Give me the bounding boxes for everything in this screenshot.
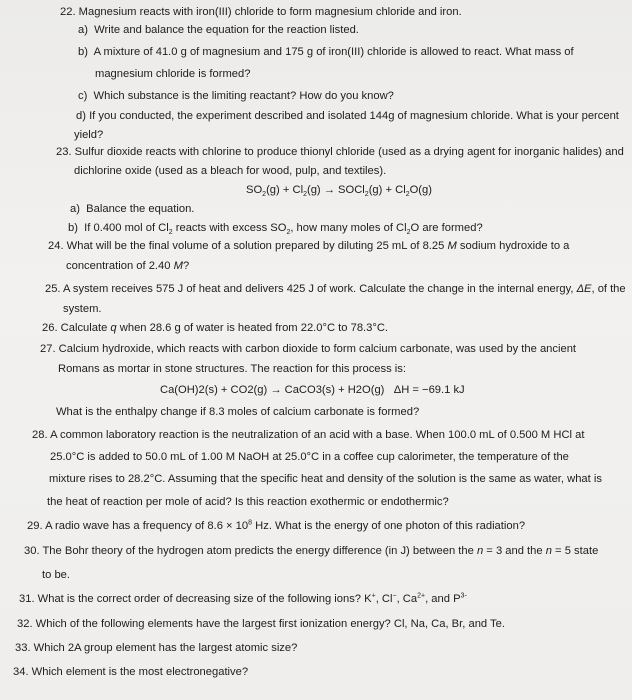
q26: 26. Calculate q when 28.6 g of water is heated from 22.0°C to 78.3°C. — [42, 322, 389, 334]
q28-line4: the heat of reaction per mole of acid? Is this reaction exothermic or endothermic? — [47, 496, 449, 508]
q34: 34. Which element is the most electronegative? — [13, 666, 249, 678]
q22-stem: 22. Magnesium reacts with iron(III) chloride to form magnesium chloride and iron. — [60, 6, 462, 18]
q25-line1: 25. A system receives 575 J of heat and delivers 425 J of work. Calculate the change in the internal energy, ΔE, of the — [45, 283, 626, 295]
q23-equation: $SO_2(g) + Cl_2(g)$ → SOCl$_2$(g) + $Cl_2O(g)$ — [246, 184, 432, 199]
q27-equation: Ca(OH)2(s) + CO2(g) → CaCO3(s) + H2O(g) ΔH = −69.1 kJ — [160, 384, 465, 396]
q30-line1: 30. The Bohr theory of the hydrogen atom predicts the energy difference (in J) between the n = 3 and the n = 5 state — [24, 545, 599, 557]
q22-b-line1: b) A mixture of 41.0 g of magnesium and 175 g of iron(III) chloride is allowed to react. What mass of — [78, 46, 574, 58]
q30-line2: to be. — [42, 569, 70, 581]
q22-d-line2: yield? — [74, 129, 104, 141]
q22-c: c) Which substance is the limiting reactant? How do you know? — [78, 90, 394, 102]
q22-a: a) Write and balance the equation for the reaction listed. — [78, 24, 359, 36]
q25-line2: system. — [63, 303, 102, 315]
q28-line2: 25.0°C is added to 50.0 mL of 1.00 M NaOH at 25.0°C in a coffee cup calorimeter, the temperature of the — [50, 451, 569, 463]
q23-line1: 23. Sulfur dioxide reacts with chlorine to produce thionyl chloride (used as a drying agent for inorganic halides) and — [56, 146, 624, 158]
q23-b: b) If 0.400 mol of $Cl_2$ reacts with excess $SO_2$, how many moles of $Cl_2O$ are formed? — [68, 222, 483, 237]
q22-b-line2: magnesium chloride is formed? — [95, 68, 251, 80]
q27-line2: Romans as mortar in stone structures. The reaction for this process is: — [58, 363, 406, 375]
q23-a: a) Balance the equation. — [70, 203, 195, 215]
q32: 32. Which of the following elements have the largest first ionization energy? Cl, Na, Ca, Br, and Te. — [17, 618, 505, 630]
q24-line2: concentration of 2.40 M? — [66, 260, 190, 272]
q28-line3: mixture rises to 28.2°C. Assuming that the specific heat and density of the solution is the same as water, what is — [49, 473, 602, 485]
q31: 31. What is the correct order of decreasing size of the following ions? K+, Cl−, $Ca^{2+}$, and $P^{3-}$ — [19, 592, 467, 605]
q22-d-line1: d) If you conducted, the experiment described and isolated 144g of magnesium chloride. What is your percent — [76, 110, 619, 122]
q33: 33. Which 2A group element has the largest atomic size? — [15, 642, 298, 654]
q24-line1: 24. What will be the final volume of a solution prepared by diluting 25 mL of 8.25 M sodium hydroxide to a — [48, 240, 570, 252]
q27-question: What is the enthalpy change if 8.3 moles of calcium carbonate is formed? — [56, 406, 420, 418]
q27-line1: 27. Calcium hydroxide, which reacts with carbon dioxide to form calcium carbonate, was used by the ancient — [40, 343, 577, 355]
q29: 29. A radio wave has a frequency of $8.6 \times 10^8$ Hz. What is the energy of one photon of this radiation? — [27, 519, 526, 532]
q23-line2: dichlorine oxide (used as a bleach for wood, pulp, and textiles). — [74, 165, 387, 177]
q28-line1: 28. A common laboratory reaction is the neutralization of an acid with a base. When 100.0 mL of 0.500 M HCl at — [32, 429, 585, 441]
